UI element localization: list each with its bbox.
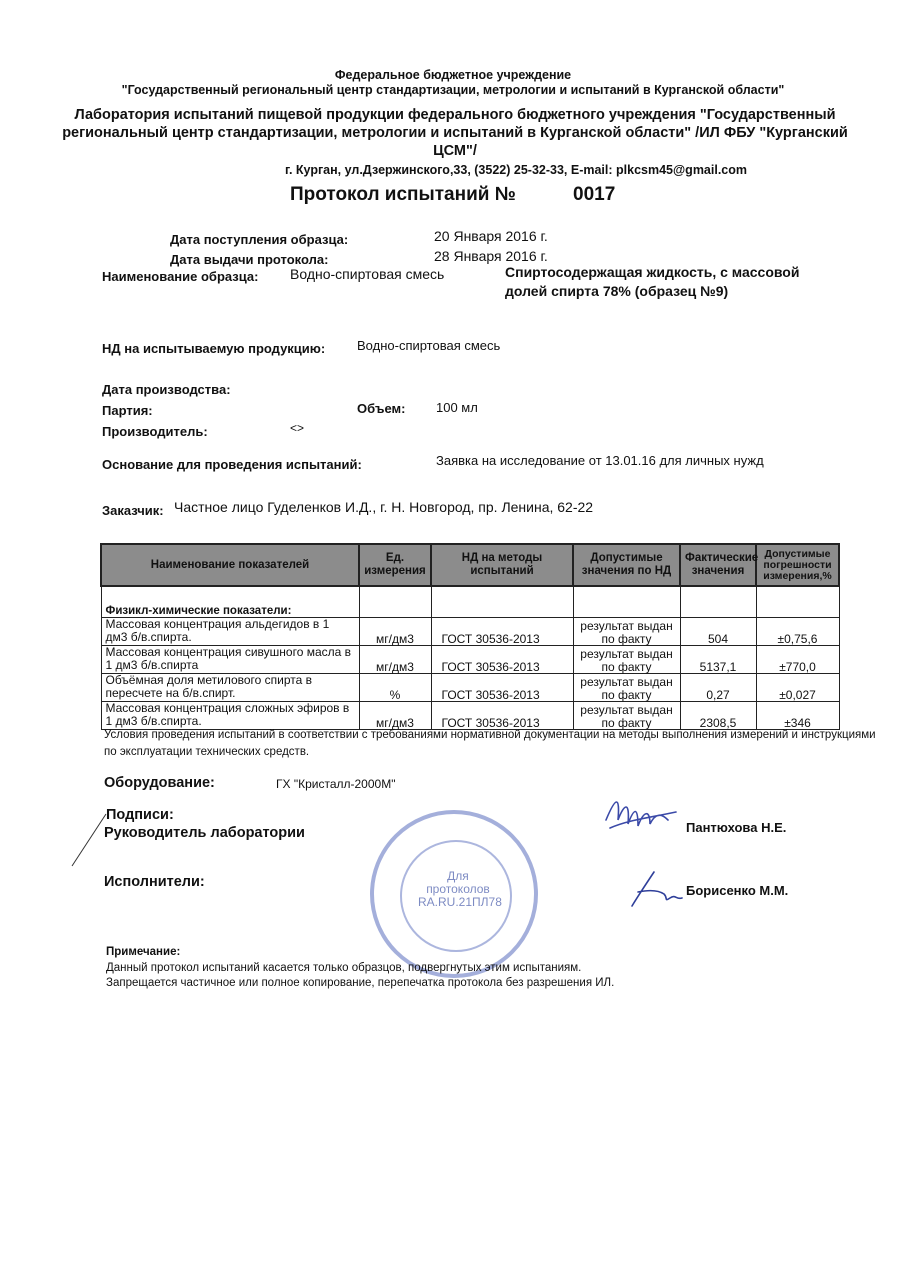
lab-stamp-text: Для протоколов RA.RU.21ПЛ78 xyxy=(418,869,502,909)
table-row xyxy=(101,674,839,702)
row-allowed: результат выдан по факту xyxy=(573,646,680,674)
issue-date-value: 28 Января 2016 г. xyxy=(434,248,548,264)
equipment-label: Оборудование: xyxy=(104,775,215,791)
volume-value: 100 мл xyxy=(436,400,478,415)
receipt-date-label: Дата поступления образца: xyxy=(170,232,349,247)
sample-name-value: Водно-спиртовая смесь xyxy=(290,266,445,282)
row-name: Массовая концентрация сложных эфиров в 1 дм3 б/в.спирта. xyxy=(101,702,359,730)
org-name-line2: "Государственный региональный центр стандартизации, метрологии и испытаний в Курганской области" xyxy=(121,83,785,97)
row-method: ГОСТ 30536-2013 xyxy=(431,646,573,674)
lab-head-name: Пантюхова Н.Е. xyxy=(686,820,787,835)
nd-label: НД на испытываемую продукцию: xyxy=(102,341,326,356)
receipt-date-value: 20 Января 2016 г. xyxy=(434,228,548,244)
manufacturer-value: <> xyxy=(290,421,305,435)
protocol-title: Протокол испытаний № xyxy=(290,184,516,205)
lab-head-label: Руководитель лаборатории xyxy=(104,825,305,841)
note-title: Примечание: xyxy=(106,946,181,958)
manufacturer-label: Производитель: xyxy=(102,424,208,439)
customer-value: Частное лицо Гуделенков И.Д., г. Н. Новгород, пр. Ленина, 62-22 xyxy=(174,499,594,515)
protocol-number: 0017 xyxy=(573,184,616,205)
table-row xyxy=(101,646,839,674)
row-name: Объёмная доля метилового спирта в пересчете на б/в.спирт. xyxy=(101,674,359,702)
basis-label: Основание для проведения испытаний: xyxy=(102,457,362,472)
row-method: ГОСТ 30536-2013 xyxy=(431,674,573,702)
results-table xyxy=(100,543,840,730)
table-row xyxy=(101,618,839,646)
test-conditions: Условия проведения испытаний в соответствии с требованиями нормативной документации на методы выполнения измерений и инструкциями по эксплуатации технических средств. xyxy=(104,729,876,758)
row-allowed: результат выдан по факту xyxy=(573,702,680,730)
issue-date-label: Дата выдачи протокола: xyxy=(170,252,329,267)
nd-value: Водно-спиртовая смесь xyxy=(357,338,501,353)
row-error: ±0,027 xyxy=(756,674,839,702)
row-actual: 5137,1 xyxy=(680,646,756,674)
sample-description: Спиртосодержащая жидкость, с массовой долей спирта 78% (образец №9) xyxy=(505,264,800,299)
signatures-title: Подписи: xyxy=(106,807,174,823)
header-actual: Фактические значения xyxy=(680,544,756,586)
row-actual: 504 xyxy=(680,618,756,646)
lab-address: г. Курган, ул.Дзержинского,33, (3522) 25-32-33, E-mail: plkcsm45@gmail.com xyxy=(285,163,747,177)
lab-head-signature-icon xyxy=(598,790,682,840)
equipment-value: ГХ "Кристалл-2000М" xyxy=(276,777,396,791)
group-label: Физикл-химические показатели: xyxy=(101,586,359,618)
executors-label: Исполнители: xyxy=(104,874,205,890)
sample-name-label: Наименование образца: xyxy=(102,269,259,284)
row-unit: мг/дм3 xyxy=(359,702,431,730)
org-name-line1: Федеральное бюджетное учреждение xyxy=(334,68,572,82)
production-date-label: Дата производства: xyxy=(102,382,231,397)
row-allowed: результат выдан по факту xyxy=(573,618,680,646)
basis-value: Заявка на исследование от 13.01.16 для личных нужд xyxy=(436,453,764,468)
margin-mark-icon xyxy=(66,810,110,870)
header-method: НД на методы испытаний xyxy=(431,544,573,586)
row-unit: мг/дм3 xyxy=(359,618,431,646)
row-actual: 2308,5 xyxy=(680,702,756,730)
row-method: ГОСТ 30536-2013 xyxy=(431,618,573,646)
row-name: Массовая концентрация сивушного масла в 1 дм3 б/в.спирта xyxy=(101,646,359,674)
row-actual: 0,27 xyxy=(680,674,756,702)
header-name: Наименование показателей xyxy=(101,544,359,586)
header-error: Допустимые погрешности измерения,% xyxy=(756,544,839,586)
row-unit: % xyxy=(359,674,431,702)
executor-signature-icon xyxy=(624,868,688,910)
row-name: Массовая концентрация альдегидов в 1 дм3 б/в.спирта. xyxy=(101,618,359,646)
note-line2: Запрещается частичное или полное копирование, перепечатка протокола без разрешения ИЛ. xyxy=(106,977,615,989)
executor-name: Борисенко М.М. xyxy=(686,883,789,898)
row-method: ГОСТ 30536-2013 xyxy=(431,702,573,730)
row-error: ±346 xyxy=(756,702,839,730)
header-unit: Ед. измерения xyxy=(359,544,431,586)
customer-label: Заказчик: xyxy=(102,503,164,518)
row-allowed: результат выдан по факту xyxy=(573,674,680,702)
row-error: ±770,0 xyxy=(756,646,839,674)
table-row xyxy=(101,702,839,730)
table-header-row xyxy=(101,544,839,586)
lab-name: Лаборатория испытаний пищевой продукции федерального бюджетного учреждения "Государственный региональный центр стандартизации, метрологии и испытаний в Курганской области" /ИЛ ФБУ "Курганский ЦСМ"/ xyxy=(62,107,848,159)
header-allowed: Допустимые значения по НД xyxy=(573,544,680,586)
row-error: ±0,75,6 xyxy=(756,618,839,646)
note-line1: Данный протокол испытаний касается только образцов, подвергнутых этим испытаниям. xyxy=(106,962,582,974)
volume-label: Объем: xyxy=(357,401,406,416)
lab-stamp xyxy=(370,810,538,978)
batch-label: Партия: xyxy=(102,403,153,418)
table-group-row xyxy=(101,586,839,618)
row-unit: мг/дм3 xyxy=(359,646,431,674)
